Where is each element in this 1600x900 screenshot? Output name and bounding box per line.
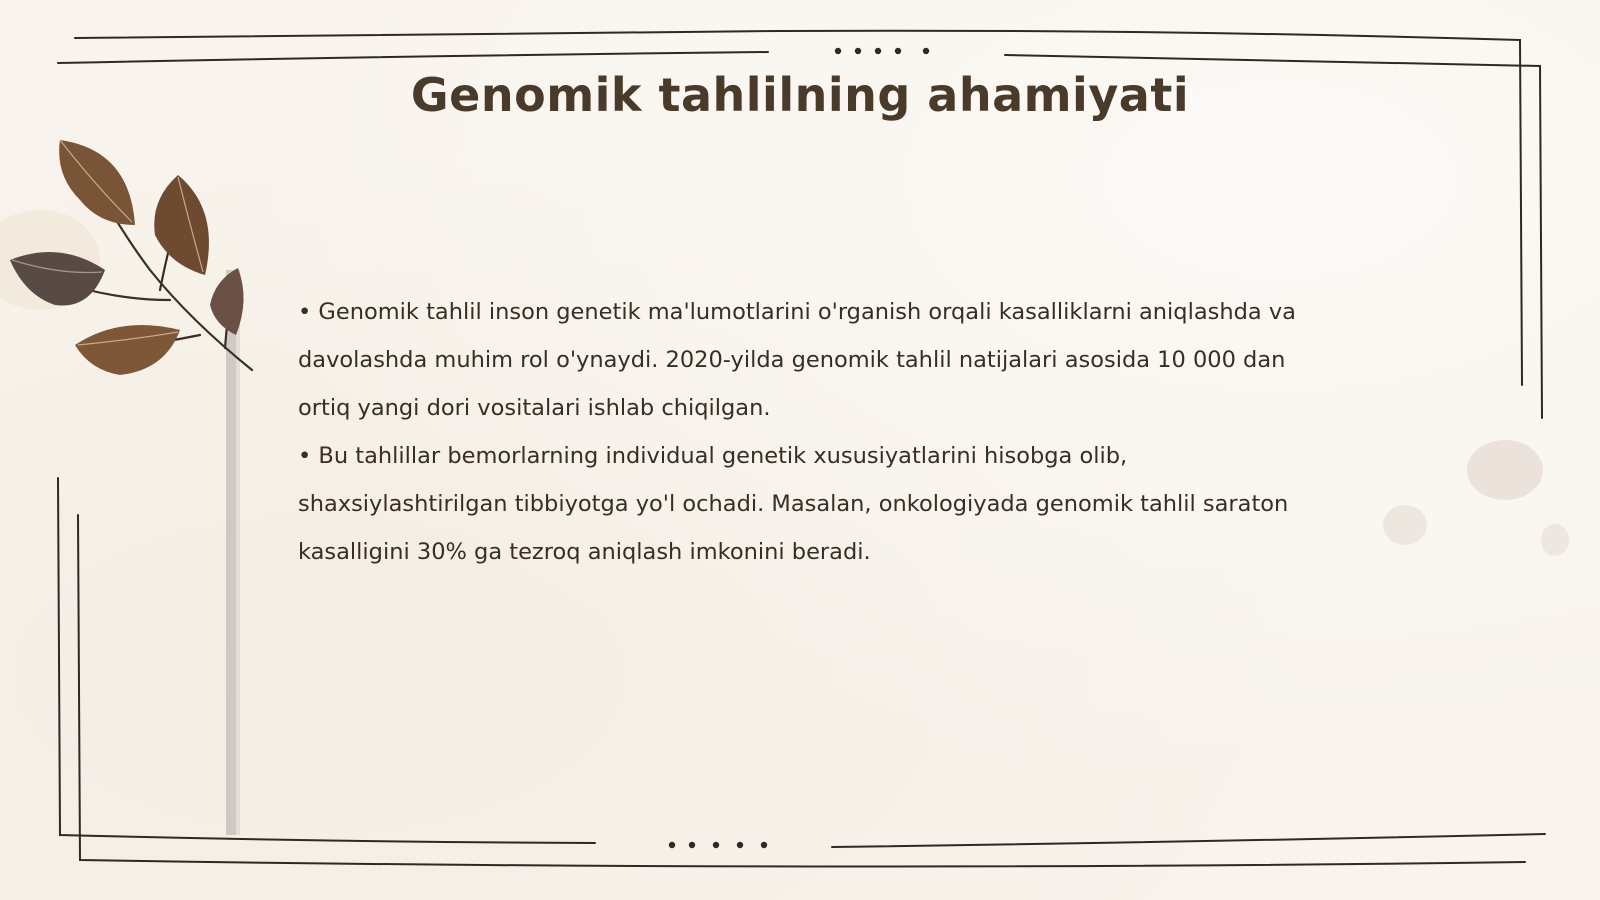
bullet-paragraph: • Genomik tahlil inson genetik ma'lumotlarini o'rganish orqali kasalliklarni aniqlashda va davolashda muhim rol o'ynaydi. 2020-yilda genomik tahlil natijalari asosida 10 000 dan ortiq yangi dori vositalari ishlab chiqilgan. bbox=[298, 299, 1296, 421]
bullet-paragraph: • Bu tahlillar bemorlarning individual genetik xususiyatlarini hisobga olib, shaxsiylashtirilgan tibbiyotga yo'l ochadi. Masalan, onkologiyada genomik tahlil saraton kasalligini 30% ga tezroq aniqlash imkonini beradi. bbox=[298, 443, 1289, 565]
slide-title: Genomik tahlilning ahamiyati bbox=[410, 68, 1190, 122]
slide-body bbox=[298, 288, 1328, 576]
